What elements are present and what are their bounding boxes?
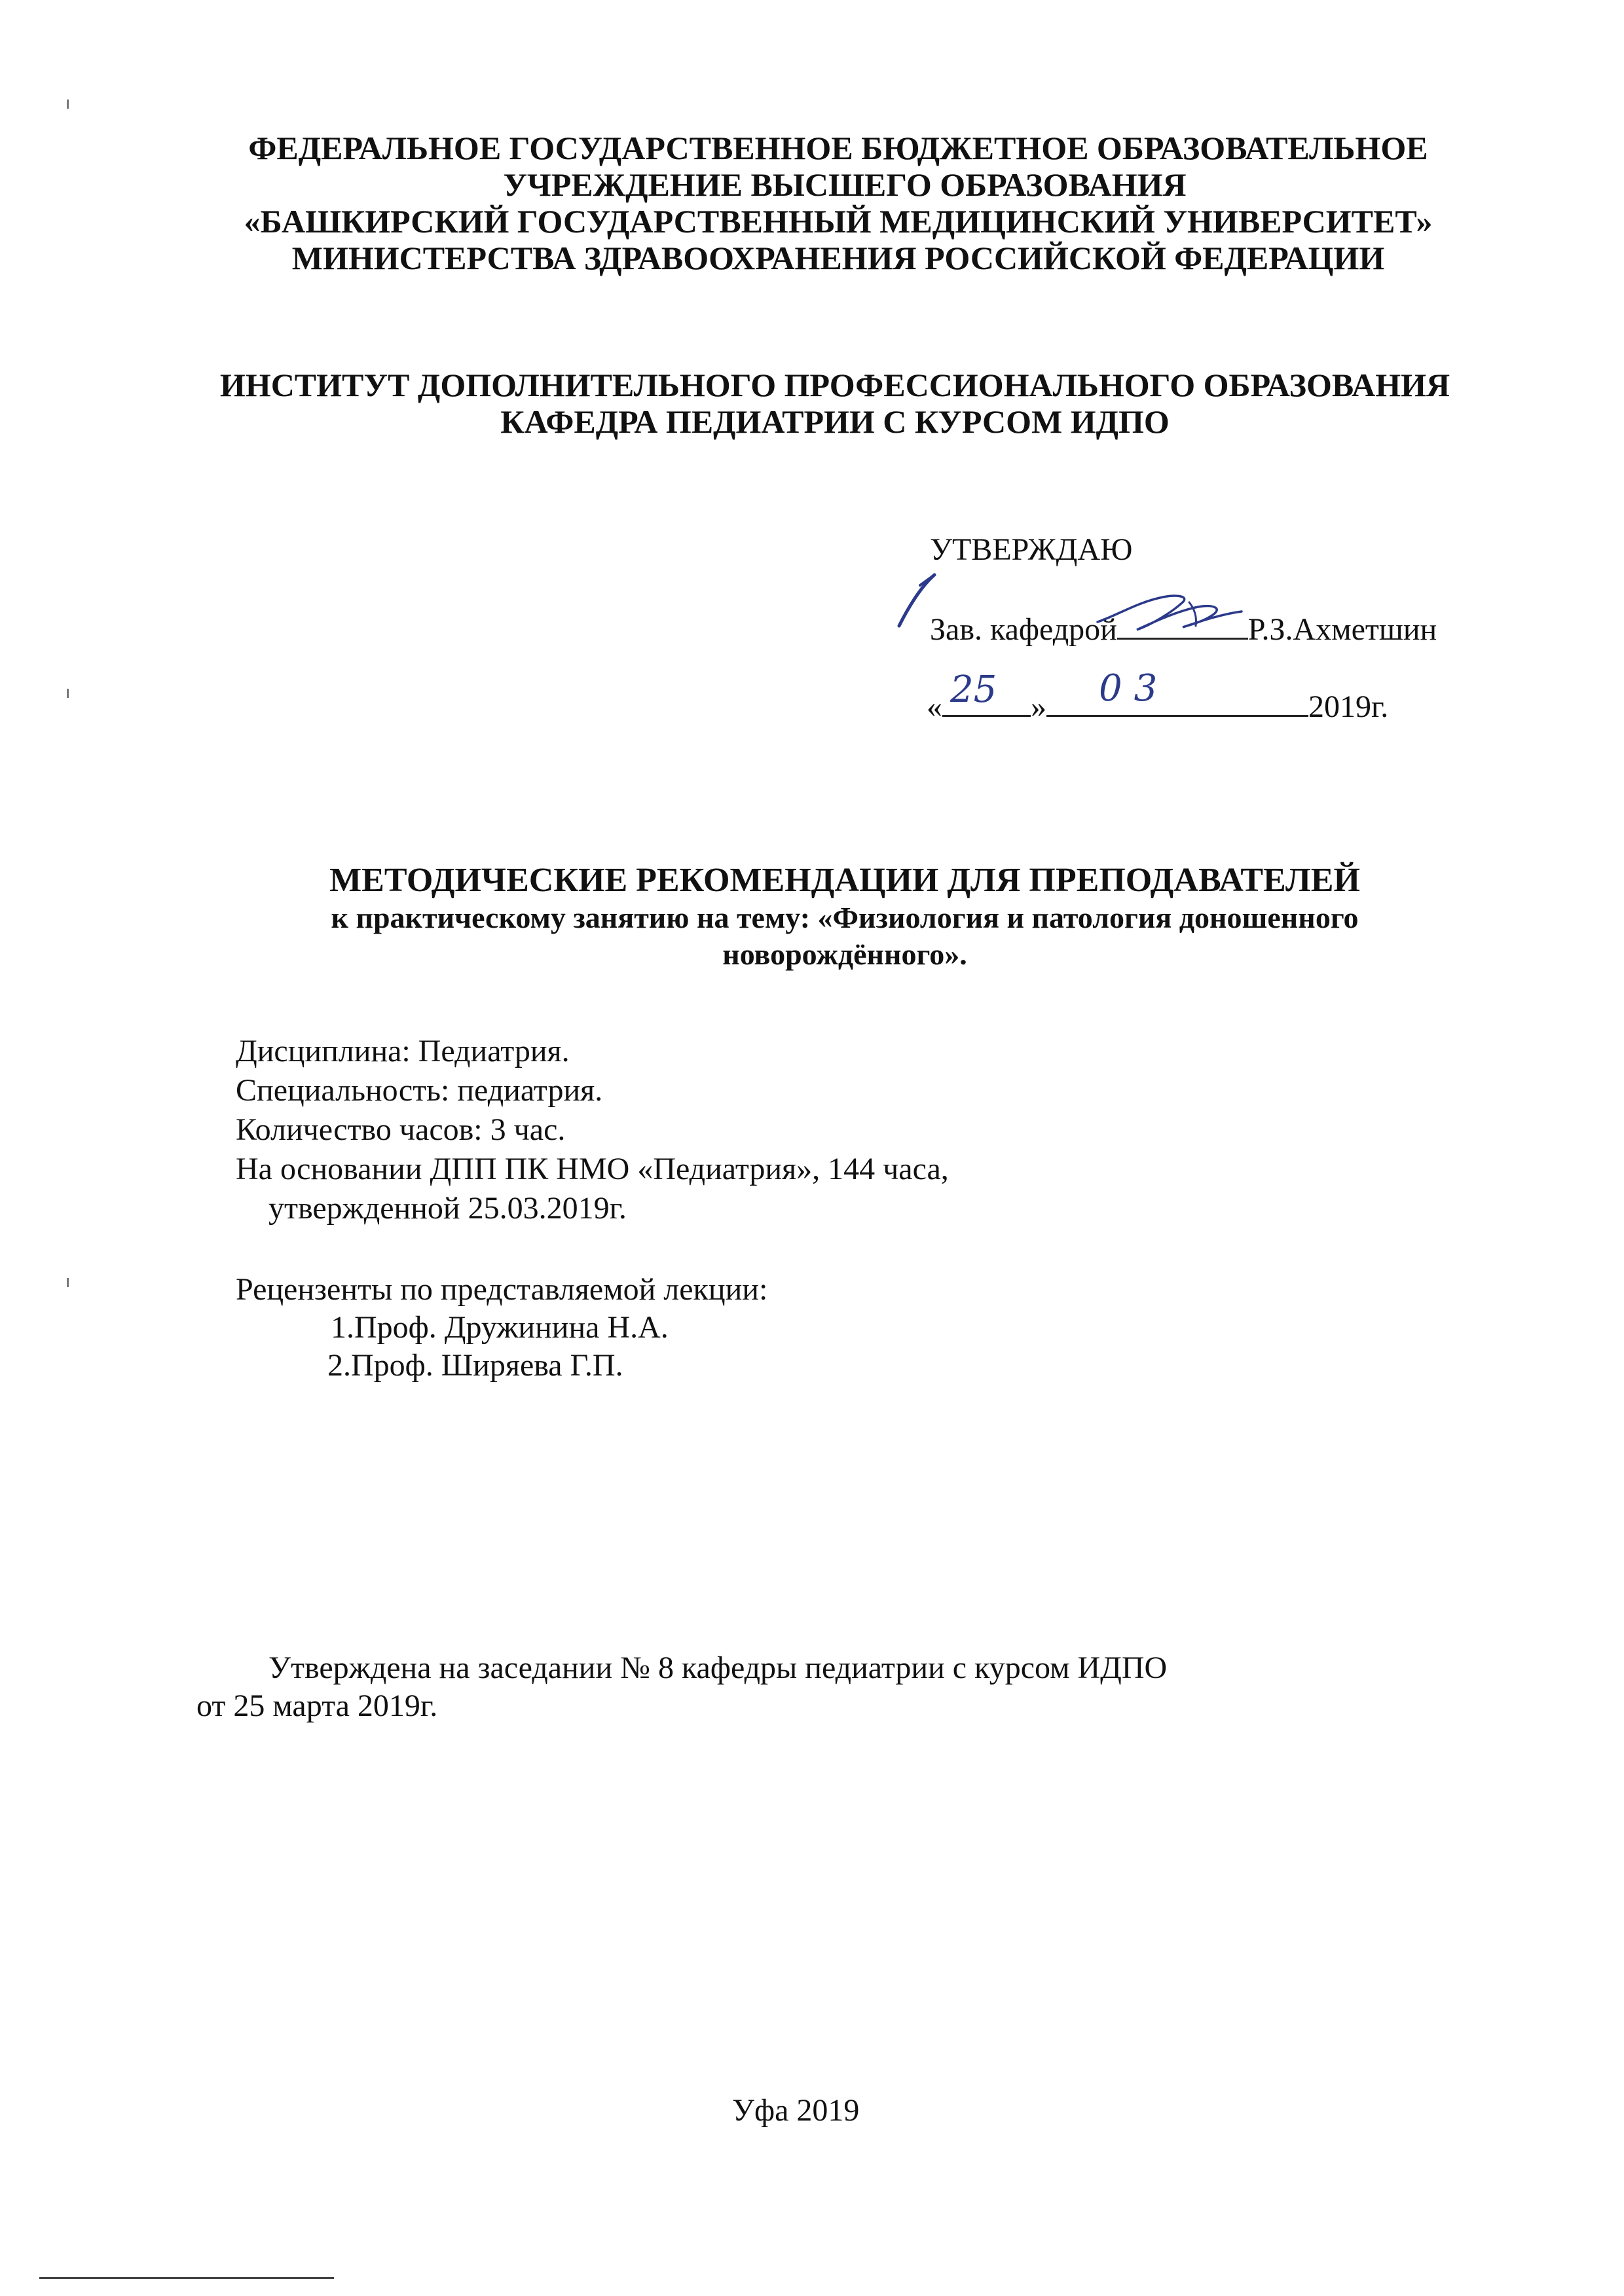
meeting-line-2: от 25 марта 2019г.	[196, 1688, 438, 1723]
discipline-line: Дисциплина: Педиатрия.	[236, 1034, 570, 1068]
footer-rule	[39, 2277, 334, 2279]
reviewers-heading: Рецензенты по представляемой лекции:	[236, 1272, 768, 1307]
reviewer-item: 2.Проф. Ширяева Г.П.	[327, 1348, 623, 1383]
role-label: Зав. кафедрой	[930, 612, 1117, 647]
open-quote: «	[927, 689, 942, 724]
handwritten-day: 25	[950, 668, 997, 711]
header-line-3: «БАШКИРСКИЙ ГОСУДАРСТВЕННЫЙ МЕДИЦИНСКИЙ УНИВЕРСИТЕТ»	[244, 203, 1433, 240]
reviewer-item: 1.Проф. Дружинина Н.А.	[331, 1310, 669, 1345]
approval-heading: УТВЕРЖДАЮ	[930, 532, 1133, 567]
scan-mark	[67, 100, 69, 109]
scan-mark	[67, 689, 69, 698]
handwritten-month: 03	[1099, 667, 1170, 710]
signature-line	[1117, 609, 1248, 640]
title-line-3: новорождённого».	[722, 938, 967, 971]
scan-mark	[67, 1278, 69, 1287]
signature-icon	[1091, 589, 1248, 642]
specialty-line: Специальность: педиатрия.	[236, 1073, 603, 1108]
header-line-2: УЧРЕЖДЕНИЕ ВЫСШЕГО ОБРАЗОВАНИЯ	[503, 166, 1187, 203]
city-year: Уфа 2019	[732, 2093, 860, 2128]
hours-line: Количество часов: 3 час.	[236, 1112, 566, 1147]
department-name: КАФЕДРА ПЕДИАТРИИ С КУРСОМ ИДПО	[500, 403, 1170, 440]
title-line-1: МЕТОДИЧЕСКИЕ РЕКОМЕНДАЦИИ ДЛЯ ПРЕПОДАВАТЕЛЕЙ	[329, 862, 1360, 899]
head-of-department-line	[930, 609, 1437, 648]
basis-line-2: утвержденной 25.03.2019г.	[268, 1191, 627, 1226]
approval-year: 2019г.	[1308, 689, 1389, 724]
close-quote: »	[1031, 689, 1046, 724]
basis-line-1: На основании ДПП ПК НМО «Педиатрия», 144 часа,	[236, 1152, 949, 1186]
meeting-line-1: Утверждена на заседании № 8 кафедры педиатрии с курсом ИДПО	[268, 1650, 1168, 1685]
title-line-2: к практическому занятию на тему: «Физиология и патология доношенного	[331, 901, 1359, 934]
approver-name: Р.З.Ахметшин	[1247, 612, 1437, 647]
header-line-1: ФЕДЕРАЛЬНОЕ ГОСУДАРСТВЕННОЕ БЮДЖЕТНОЕ ОБРАЗОВАТЕЛЬНОЕ	[248, 130, 1428, 166]
header-line-4: МИНИСТЕРСТВА ЗДРАВООХРАНЕНИЯ РОССИЙСКОЙ ФЕДЕРАЦИИ	[291, 240, 1385, 276]
approval-date-line	[927, 667, 1389, 725]
day-field	[942, 668, 1031, 717]
institute-name: ИНСТИТУТ ДОПОЛНИТЕЛЬНОГО ПРОФЕССИОНАЛЬНОГО ОБРАЗОВАНИЯ	[219, 367, 1450, 403]
month-field	[1046, 667, 1308, 717]
